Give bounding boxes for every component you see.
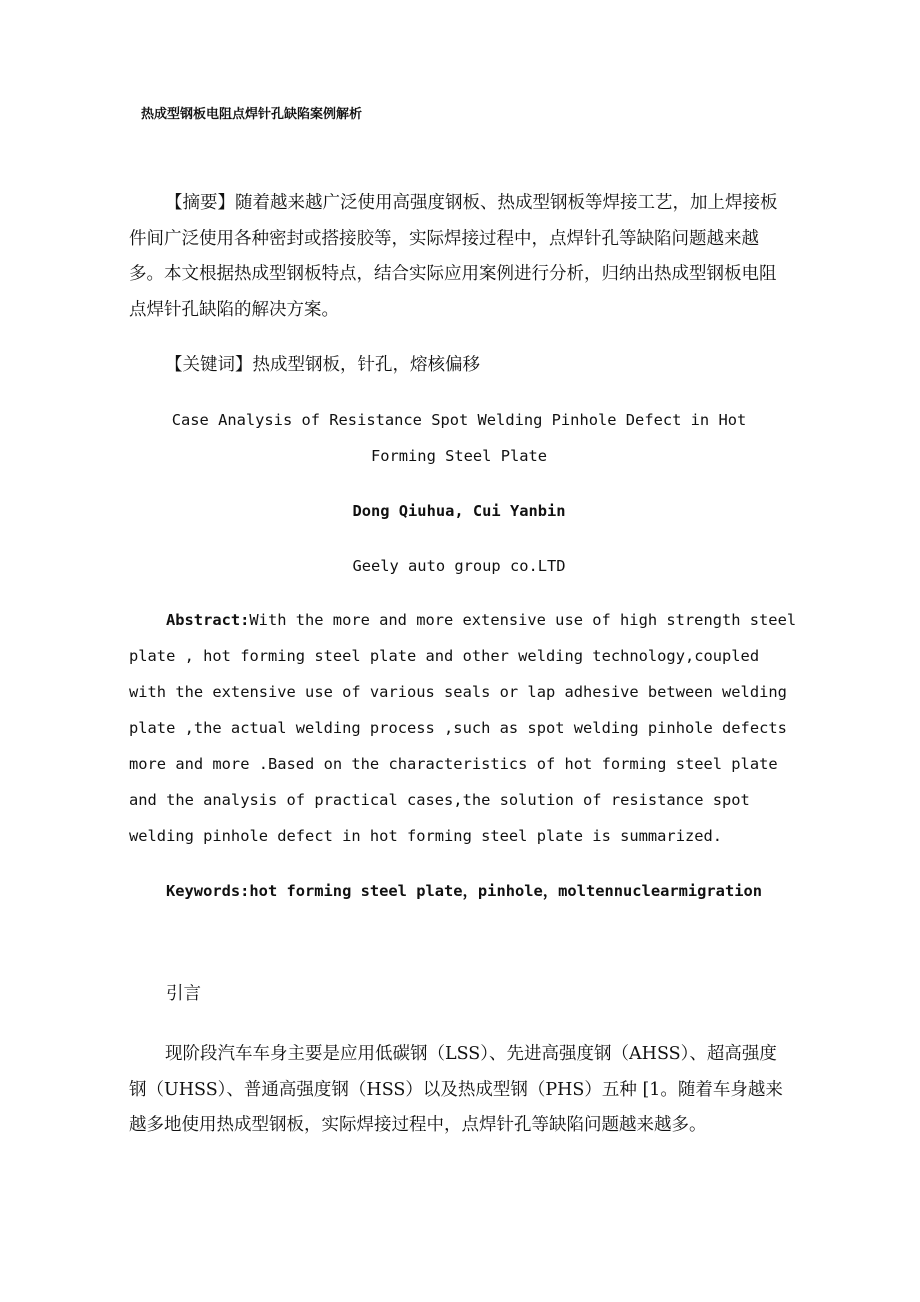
english-title-line1: Case Analysis of Resistance Spot Welding Pinhole Defect in Hot <box>171 411 747 429</box>
intro-text: 现阶段汽车车身主要是应用低碳钢（LSS）、先进高强度钢（AHSS）、超高强度钢（UHSS）、普通高强度钢（HSS）以及热成型钢（PHS）五种 [1。随着车身越来越多地使用热成型钢板，实际焊接过程中，点焊针孔等缺陷问题越来越多。 <box>129 1044 783 1135</box>
abstract-en-label: Abstract: <box>166 611 250 629</box>
english-abstract <box>129 602 801 854</box>
keywords-cn-text: 热成型钢板，针孔，熔核偏移 <box>252 355 480 375</box>
keywords-en-label: Keywords: <box>166 882 250 900</box>
abstract-en-text: With the more and more extensive use of high strength steel plate , hot forming steel plate and other welding technology,coupled with the extensive use of various seals or lap adhesive between welding plate ,the actual welding process ,such as spot welding pinhole defects more and more .Based on the characteristics of hot forming steel plate and the analysis of practical cases,the solution of resistance spot welding pinhole defect in hot forming steel plate is summarized. <box>129 611 797 845</box>
keywords-cn-label: 【关键词】 <box>165 355 253 375</box>
introduction-paragraph <box>129 1037 789 1144</box>
keywords-en-text: hot forming steel plate，pinhole，moltennuclearmigration <box>249 882 763 900</box>
english-title-line2: Forming Steel Plate <box>370 447 548 465</box>
affiliation: Geely auto group co.LTD <box>352 557 566 575</box>
chinese-keywords <box>129 348 789 384</box>
document-title: 热成型钢板电阻点焊针孔缺陷案例解析 <box>141 107 363 122</box>
authors: Dong Qiuhua, Cui Yanbin <box>352 502 566 520</box>
chinese-abstract <box>129 186 789 328</box>
english-keywords <box>166 873 806 909</box>
abstract-cn-label: 【摘要】 <box>165 193 235 213</box>
english-title <box>129 402 789 474</box>
section-heading-introduction: 引言 <box>166 984 201 1004</box>
abstract-cn-text: 随着越来越广泛使用高强度钢板、热成型钢板等焊接工艺，加上焊接板件间广泛使用各种密封或搭接胶等，实际焊接过程中，点焊针孔等缺陷问题越来越多。本文根据热成型钢板特点，结合实际应用案例进行分析，归纳出热成型钢板电阻点焊针孔缺陷的解决方案。 <box>129 193 778 320</box>
